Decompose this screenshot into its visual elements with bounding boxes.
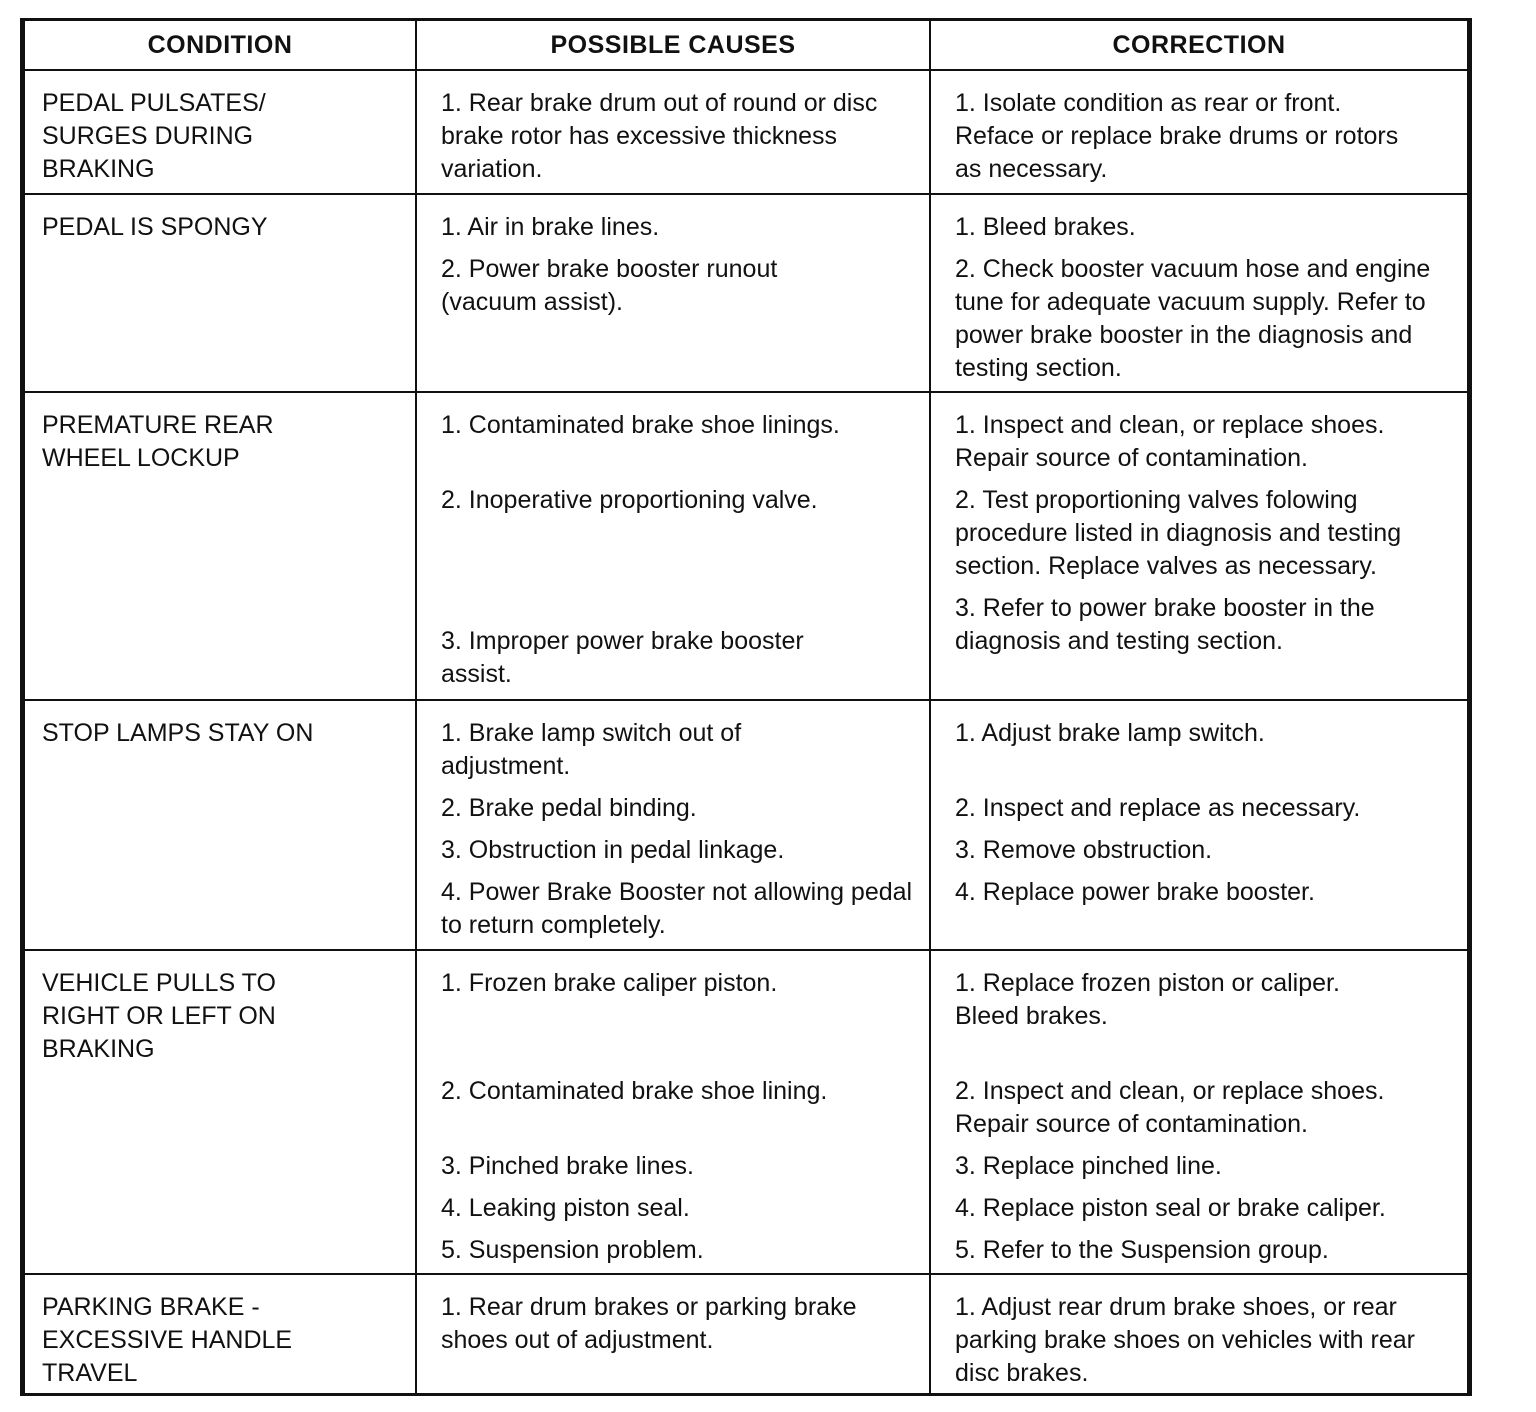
condition-text: PEDAL PULSATES/ SURGES DURING BRAKING [42, 89, 266, 183]
header-possible-causes: POSSIBLE CAUSES [416, 21, 930, 70]
causes-cell [416, 70, 930, 194]
causes-cell [416, 1274, 930, 1395]
corrections-cell [930, 70, 1468, 194]
correction-item: 4. Replace piston seal or brake caliper. [955, 1194, 1386, 1222]
correction-item: 1. Bleed brakes. [955, 213, 1136, 241]
correction-item: 1. Adjust rear drum brake shoes, or rear parking brake shoes on vehicles with rear disc brakes. [955, 1293, 1415, 1387]
condition-cell [24, 700, 416, 950]
corrections-cell [930, 950, 1468, 1274]
header-condition: CONDITION [24, 21, 416, 70]
corrections-cell [930, 392, 1468, 700]
causes-cell [416, 950, 930, 1274]
correction-item: 2. Inspect and replace as necessary. [955, 794, 1361, 822]
cause-item: 2. Brake pedal binding. [441, 794, 697, 822]
condition-text: PARKING BRAKE - EXCESSIVE HANDLE TRAVEL [42, 1293, 293, 1387]
condition-text: PEDAL IS SPONGY [42, 213, 268, 241]
table-row [24, 392, 1468, 700]
corrections-cell [930, 700, 1468, 950]
correction-item: 2. Test proportioning valves folowing procedure listed in diagnosis and testing section. Replace valves as necessary. [955, 486, 1402, 580]
condition-text: VEHICLE PULLS TO RIGHT OR LEFT ON BRAKING [42, 969, 276, 1063]
table-row [24, 194, 1468, 392]
cause-item: 2. Inoperative proportioning valve. [441, 486, 818, 514]
correction-item: 2. Check booster vacuum hose and engine tune for adequate vacuum supply. Refer to power brake booster in the diagnosis and testing section. [955, 255, 1431, 382]
brake-diagnosis-table [23, 21, 1469, 1396]
correction-item: 3. Refer to power brake booster in the diagnosis and testing section. [955, 594, 1375, 655]
condition-cell [24, 194, 416, 392]
correction-item: 5. Refer to the Suspension group. [955, 1236, 1329, 1264]
cause-item: 4. Power Brake Booster not allowing pedal to return completely. [441, 878, 913, 939]
condition-cell [24, 70, 416, 194]
corrections-cell [930, 194, 1468, 392]
condition-text: PREMATURE REAR WHEEL LOCKUP [42, 411, 274, 472]
cause-item: 1. Rear brake drum out of round or disc brake rotor has excessive thickness variation. [441, 89, 878, 183]
causes-cell [416, 194, 930, 392]
condition-cell [24, 950, 416, 1274]
cause-item: 1. Contaminated brake shoe linings. [441, 411, 840, 439]
corrections-cell [930, 1274, 1468, 1395]
correction-item: 1. Isolate condition as rear or front. Reface or replace brake drums or rotors as necessary. [955, 89, 1399, 183]
correction-item: 1. Adjust brake lamp switch. [955, 719, 1265, 747]
cause-item: 3. Pinched brake lines. [441, 1152, 694, 1180]
diagnosis-table-container [20, 18, 1472, 1396]
table-row [24, 1274, 1468, 1395]
correction-item: 1. Replace frozen piston or caliper. Bleed brakes. [955, 969, 1340, 1030]
cause-item: 5. Suspension problem. [441, 1236, 704, 1264]
correction-item: 3. Remove obstruction. [955, 836, 1213, 864]
cause-item: 2. Contaminated brake shoe lining. [441, 1077, 828, 1105]
condition-cell [24, 1274, 416, 1395]
table-row [24, 950, 1468, 1274]
cause-item: 4. Leaking piston seal. [441, 1194, 690, 1222]
cause-item: 3. Obstruction in pedal linkage. [441, 836, 785, 864]
correction-item: 3. Replace pinched line. [955, 1152, 1222, 1180]
cause-item: 2. Power brake booster runout (vacuum assist). [441, 255, 778, 316]
cause-item: 3. Improper power brake booster assist. [441, 627, 804, 688]
condition-text: STOP LAMPS STAY ON [42, 719, 314, 747]
cause-item: 1. Brake lamp switch out of adjustment. [441, 719, 742, 780]
cause-item: 1. Rear drum brakes or parking brake shoes out of adjustment. [441, 1293, 857, 1354]
header-correction: CORRECTION [930, 21, 1468, 70]
causes-cell [416, 700, 930, 950]
causes-cell [416, 392, 930, 700]
cause-item: 1. Frozen brake caliper piston. [441, 969, 778, 997]
condition-cell [24, 392, 416, 700]
cause-item: 1. Air in brake lines. [441, 213, 660, 241]
correction-item: 1. Inspect and clean, or replace shoes. Repair source of contamination. [955, 411, 1385, 472]
table-row [24, 70, 1468, 194]
correction-item: 4. Replace power brake booster. [955, 878, 1315, 906]
table-body [24, 70, 1468, 1395]
correction-item: 2. Inspect and clean, or replace shoes. Repair source of contamination. [955, 1077, 1385, 1138]
table-row [24, 700, 1468, 950]
header-row [24, 21, 1468, 70]
